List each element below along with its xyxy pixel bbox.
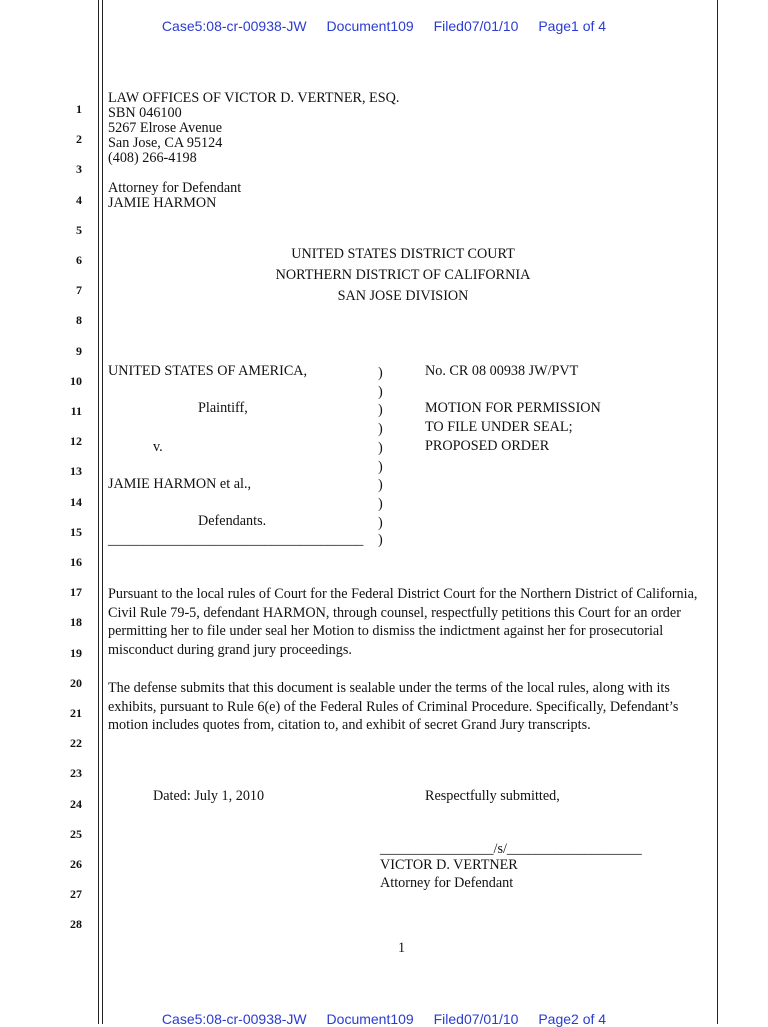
attorney-firm: LAW OFFICES OF VICTOR D. VERTNER, ESQ. xyxy=(108,90,400,106)
caption-defendant-label: Defendants. xyxy=(198,513,267,529)
header-filed-date: Filed07/01/10 xyxy=(433,18,519,34)
signer-role: Attorney for Defendant xyxy=(380,875,514,891)
line-number: 3 xyxy=(76,162,82,177)
attorney-sbn: SBN 046100 xyxy=(108,105,182,121)
right-margin-rule xyxy=(717,0,718,1024)
left-margin-rule-outer xyxy=(98,0,99,1024)
signer-name: VICTOR D. VERTNER xyxy=(380,857,518,873)
caption-defendant-name: JAMIE HARMON et al., xyxy=(108,476,252,492)
line-number: 4 xyxy=(76,192,82,207)
caption-final-paren: ) xyxy=(378,532,383,548)
line-number: 15 xyxy=(70,524,82,539)
line-number: 13 xyxy=(70,464,82,479)
line-number: 7 xyxy=(76,283,82,298)
line-number: 21 xyxy=(70,706,82,720)
signature-line: ________________/s/___________________ xyxy=(380,841,642,857)
motion-title-line-2: TO FILE UNDER SEAL; xyxy=(425,419,573,435)
line-number: 9 xyxy=(76,343,82,358)
line-number: 2 xyxy=(76,132,82,147)
line-number: 5 xyxy=(76,222,82,237)
attorney-client: JAMIE HARMON xyxy=(108,195,217,211)
attorney-street: 5267 Elrose Avenue xyxy=(108,120,222,136)
next-page-header xyxy=(0,1011,768,1027)
line-number: 6 xyxy=(76,253,82,267)
line-number: 17 xyxy=(70,585,82,600)
caption-underline: ____________________________________ xyxy=(108,532,364,548)
attorney-city: San Jose, CA 95124 xyxy=(108,135,223,151)
dated-line: Dated: July 1, 2010 xyxy=(153,788,265,804)
line-number: 27 xyxy=(70,887,82,902)
caption-parentheses: ) ) ) ) ) ) ) ) ) xyxy=(378,365,383,531)
line-number: 18 xyxy=(70,615,82,630)
line-number: 28 xyxy=(70,917,82,932)
page-header xyxy=(0,18,768,34)
court-district: NORTHERN DISTRICT OF CALIFORNIA xyxy=(275,267,531,283)
line-number: 14 xyxy=(70,494,82,509)
body-paragraph-1: Pursuant to the local rules of Court for the Federal District Court for the Northern District of California, Civil Rule 79-5, defendant HARMON, through counsel, respectfully petitions this Court for an order permitting her to file under seal her Motion to dismiss the indictment against her for prosecutorial misconduct during grand jury proceedings. xyxy=(108,586,698,659)
line-number: 22 xyxy=(70,736,82,751)
attorney-phone: (408) 266-4198 xyxy=(108,150,197,166)
motion-title-line-1: MOTION FOR PERMISSION xyxy=(425,400,601,416)
caption-versus: v. xyxy=(153,439,163,455)
line-number: 23 xyxy=(70,766,82,781)
body-paragraph-2: The defense submits that this document is sealable under the terms of the local rules, along with its exhibits, pursuant to Rule 6(e) of the Federal Rules of Criminal Procedure. Specifically, Defendant’s motion includes quotes from, citation to, and exhibit of secret Grand Jury transcripts. xyxy=(108,680,679,734)
caption-plaintiff-label: Plaintiff, xyxy=(198,400,248,416)
caption-plaintiff-name: UNITED STATES OF AMERICA, xyxy=(108,363,308,379)
header-page-count: Page1 of 4 xyxy=(538,18,607,34)
next-header-page-count: Page2 of 4 xyxy=(538,1011,607,1027)
left-margin-rule-inner xyxy=(102,0,103,1024)
next-header-case-number: Case5:08-cr-00938-JW xyxy=(161,1011,307,1027)
next-header-document-number: Document109 xyxy=(326,1011,414,1027)
line-number: 8 xyxy=(76,313,82,328)
line-number: 1 xyxy=(76,102,82,116)
motion-title-line-3: PROPOSED ORDER xyxy=(425,438,550,454)
line-number: 16 xyxy=(70,555,82,569)
attorney-role: Attorney for Defendant xyxy=(108,180,242,196)
case-number: No. CR 08 00938 JW/PVT xyxy=(425,363,579,379)
page-number: 1 xyxy=(398,940,406,956)
line-number: 26 xyxy=(70,857,82,871)
next-header-filed-date: Filed07/01/10 xyxy=(433,1011,519,1027)
line-number: 25 xyxy=(70,826,82,841)
header-case-number: Case5:08-cr-00938-JW xyxy=(161,18,307,34)
header-document-number: Document109 xyxy=(326,18,414,34)
line-number: 12 xyxy=(70,434,82,449)
line-number: 19 xyxy=(70,645,82,660)
court-name: UNITED STATES DISTRICT COURT xyxy=(291,246,515,262)
line-number: 24 xyxy=(70,796,82,811)
court-division: SAN JOSE DIVISION xyxy=(337,288,469,304)
line-number: 11 xyxy=(70,404,82,418)
line-number: 20 xyxy=(70,675,82,690)
respectfully-submitted: Respectfully submitted, xyxy=(425,788,560,804)
line-number: 10 xyxy=(70,373,82,388)
